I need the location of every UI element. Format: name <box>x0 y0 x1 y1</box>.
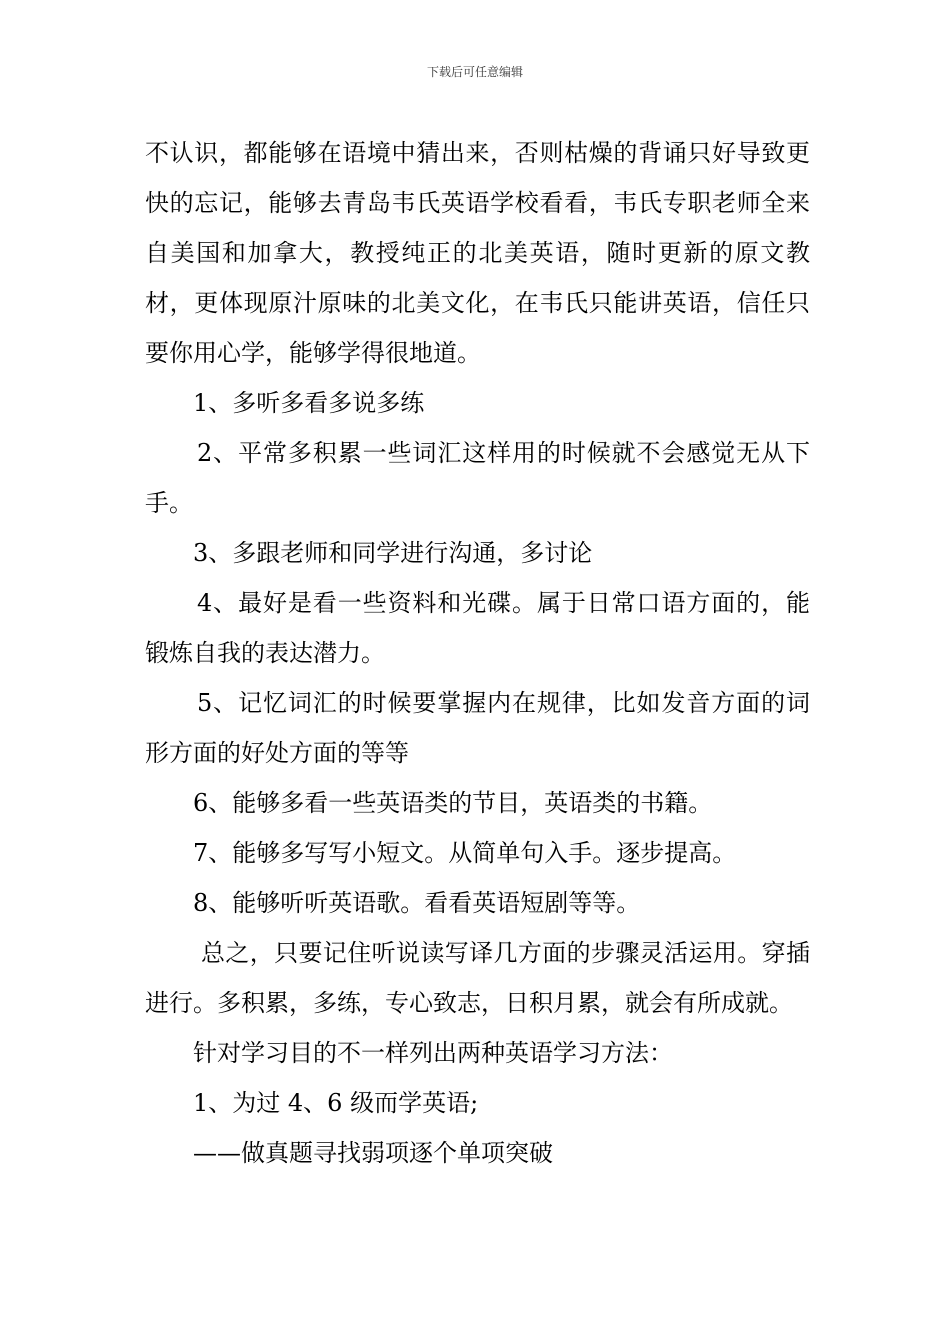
paragraph-12: 1、为过 4、6 级而学英语; <box>193 1089 479 1117</box>
paragraph-13: ——做真题寻找弱项逐个单项突破 <box>193 1139 553 1167</box>
paragraph-5: 4、最好是看一些资料和光碟。属于日常口语方面的，能锻炼自我的表达潜力。 <box>145 589 810 667</box>
paragraph-10: 总之，只要记住听说读写译几方面的步骤灵活运用。穿插进行。多积累，多练，专心致志，日积月累，就会有所成就。 <box>145 939 810 1017</box>
paragraph-11: 针对学习目的不一样列出两种英语学习方法： <box>193 1039 673 1067</box>
paragraph-4: 3、多跟老师和同学进行沟通，多讨论 <box>193 539 593 567</box>
paragraph-7: 6、能够多看一些英语类的节目，英语类的书籍。 <box>193 789 713 817</box>
document-body <box>145 128 810 1178</box>
paragraph-8: 7、能够多写写小短文。从简单句入手。逐步提高。 <box>193 839 737 867</box>
paragraph-3: 2、平常多积累一些词汇这样用的时候就不会感觉无从下手。 <box>145 439 810 517</box>
paragraph-1: 不认识，都能够在语境中猜出来，否则枯燥的背诵只好导致更快的忘记，能够去青岛韦氏英语学校看看，韦氏专职老师全来自美国和加拿大，教授纯正的北美英语，随时更新的原文教材，更体现原汁原味的北美文化，在韦氏只能讲英语，信任只要你用心学，能够学得很地道。 <box>145 139 810 367</box>
paragraph-2: 1、多听多看多说多练 <box>193 389 425 417</box>
paragraph-9: 8、能够听听英语歌。看看英语短剧等等。 <box>193 889 641 917</box>
paragraph-6: 5、记忆词汇的时候要掌握内在规律，比如发音方面的词形方面的好处方面的等等 <box>145 689 810 767</box>
page-header: 下载后可任意编辑 <box>426 65 523 79</box>
